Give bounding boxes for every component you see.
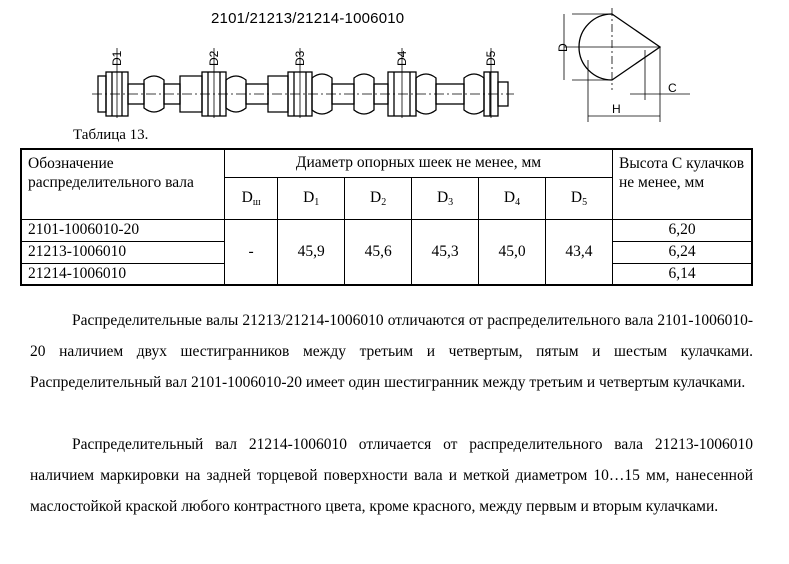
table-row bbox=[21, 219, 752, 241]
designation-cell: 21213-1006010 bbox=[21, 241, 225, 263]
subheader-d4: $D_4$ bbox=[479, 177, 546, 219]
label-c: C bbox=[668, 81, 677, 95]
height-cell: 6,24 bbox=[613, 241, 753, 263]
height-cell: 6,20 bbox=[613, 219, 753, 241]
value-d2: 45,6 bbox=[345, 219, 412, 285]
label-d1: D1 bbox=[110, 50, 124, 66]
camshaft-drawing-svg bbox=[0, 0, 789, 135]
value-d3: 45,3 bbox=[412, 219, 479, 285]
subheader-d1: $D_1$ bbox=[278, 177, 345, 219]
label-d2: D2 bbox=[207, 50, 221, 66]
paragraph-2: Распределительный вал 21214-1006010 отличается от распределительного вала 21213-1006010 наличием маркировки на задней торцевой поверхности вала и меткой диаметром 10…15 мм, нанесенной маслостойкой краской любого контрастного цвета, кроме красного, между первым и вторым кулачками. bbox=[30, 436, 753, 515]
label-d4: D4 bbox=[395, 50, 409, 66]
subheader-dsh: $D_ш$ bbox=[225, 177, 278, 219]
paragraph-1: Распределительные валы 21213/21214-1006010 отличаются от распределительного вала 2101-1006010-20 наличием двух шестигранников между третьим и четвертым, пятым и шестым кулачками. Распределительный вал 2101-1006010-20 имеет один шестигранник между третьим и четвертым кулачками. bbox=[30, 312, 753, 391]
designation-cell: 2101-1006010-20 bbox=[21, 219, 225, 241]
value-d5: 43,4 bbox=[545, 219, 612, 285]
camshaft-drawing bbox=[0, 0, 789, 135]
figure-title: 2101/21213/21214-1006010 bbox=[211, 10, 405, 27]
value-d1: 45,9 bbox=[278, 219, 345, 285]
camshaft-spec-table bbox=[20, 148, 753, 286]
value-d4: 45,0 bbox=[479, 219, 546, 285]
header-diameter: Диаметр опорных шеек не менее, мм bbox=[225, 149, 613, 177]
header-height: Высота С кулачков не менее, мм bbox=[613, 149, 753, 219]
table-caption: Таблица 13. bbox=[73, 127, 149, 143]
label-h: H bbox=[612, 102, 621, 116]
subheader-d5: $D_5$ bbox=[545, 177, 612, 219]
subheader-d3: $D_3$ bbox=[412, 177, 479, 219]
designation-cell: 21214-1006010 bbox=[21, 263, 225, 285]
height-cell: 6,14 bbox=[613, 263, 753, 285]
value-dsh: - bbox=[225, 219, 278, 285]
header-designation: Обозначение распределительного вала bbox=[21, 149, 225, 219]
label-d: D bbox=[556, 43, 570, 52]
label-d5: D5 bbox=[484, 50, 498, 66]
label-d3: D3 bbox=[293, 50, 307, 66]
subheader-d2: $D_2$ bbox=[345, 177, 412, 219]
